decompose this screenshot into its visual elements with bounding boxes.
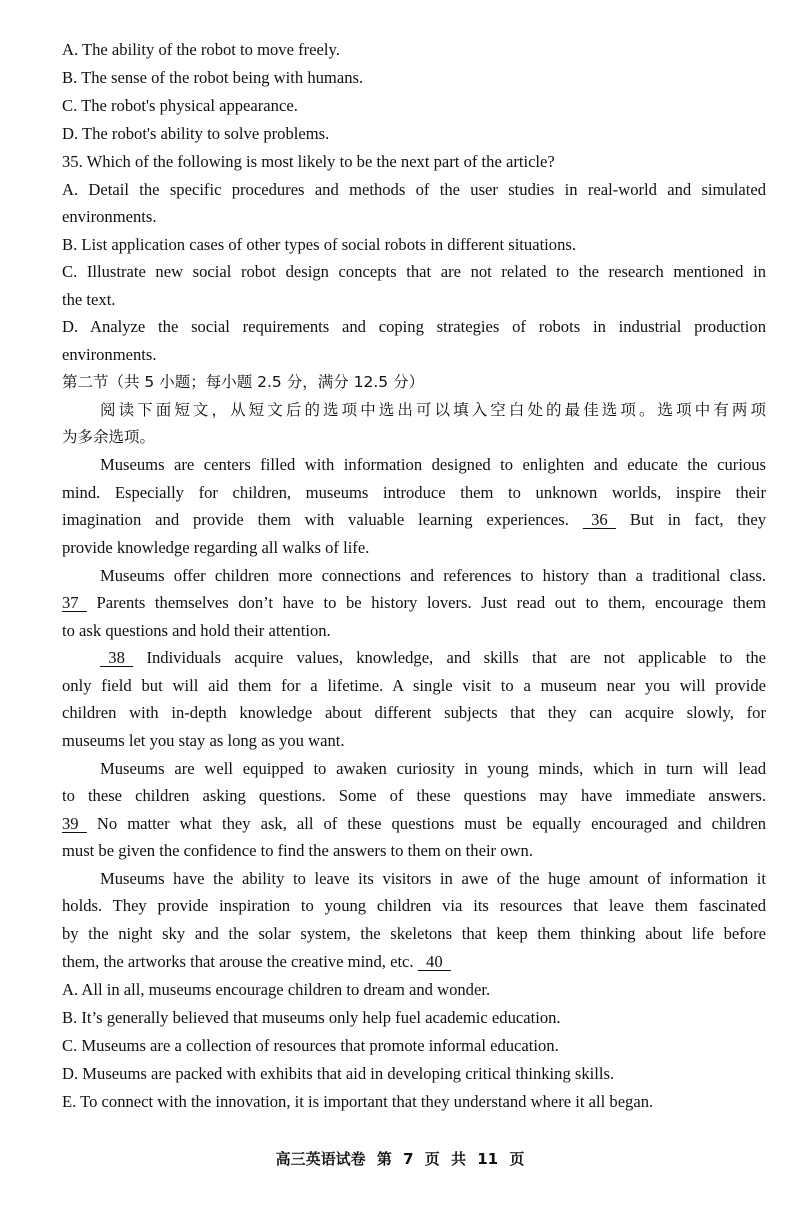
text-line: to these children asking questions. Some of these questions may have immediate answers. — [62, 786, 766, 805]
text-line: B. The sense of the robot being with humans. — [62, 68, 364, 87]
text-line — [62, 508, 766, 532]
text-line: environments. — [62, 207, 157, 226]
text-segment: Parents themselves don’t have to be history lovers. Just read out to them, encourage them — [86, 593, 766, 612]
text-line: E. To connect with the innovation, it is important that they understand where it all began. — [62, 1092, 654, 1111]
text-line: must be given the confidence to find the answers to them on their own. — [62, 841, 533, 860]
text-line: museums let you stay as long as you want. — [62, 731, 345, 750]
text-line: C. Illustrate new social robot design concepts that are not related to the research mentioned in — [62, 262, 766, 281]
text-line: D. Analyze the social requirements and coping strategies of robots in industrial production — [62, 317, 766, 336]
text-line: to ask questions and hold their attention. — [62, 621, 331, 640]
text-segment: But in fact, they — [615, 510, 766, 529]
answer-blank: 37 — [62, 593, 87, 612]
text-line: C. The robot's physical appearance. — [62, 96, 298, 115]
text-line: B. List application cases of other types of social robots in different situations. — [62, 235, 576, 254]
answer-blank: 39 — [62, 814, 87, 833]
text-line: by the night sky and the solar system, the skeletons that keep them thinking about life before — [62, 924, 766, 943]
text-line: A. Detail the specific procedures and methods of the user studies in real-world and simulated — [62, 180, 766, 199]
text-line — [62, 812, 766, 836]
text-line: B. It’s generally believed that museums only help fuel academic education. — [62, 1008, 561, 1027]
text-line: 35. Which of the following is most likely to be the next part of the article? — [62, 152, 555, 171]
text-line: environments. — [62, 345, 157, 364]
text-line: C. Museums are a collection of resources that promote informal education. — [62, 1036, 559, 1055]
page-footer: 高三英语试卷 第 7 页 共 11 页 — [275, 1150, 525, 1168]
answer-blank: 40 — [417, 952, 451, 971]
text-line: 第二节（共 5 小题；每小题 2.5 分，满分 12.5 分） — [62, 373, 425, 391]
text-line: mind. Especially for children, museums introduce them to unknown worlds, inspire their — [62, 483, 766, 502]
text-line: D. Museums are packed with exhibits that aid in developing critical thinking skills. — [62, 1064, 615, 1083]
text-line: A. All in all, museums encourage children to dream and wonder. — [62, 980, 491, 999]
text-line: D. The robot's ability to solve problems. — [62, 124, 330, 143]
text-line: holds. They provide inspiration to young children via its resources that leave them fascinated — [62, 896, 766, 915]
text-segment: No matter what they ask, all of these questions must be equally encouraged and children — [86, 814, 766, 833]
text-line: 阅读下面短文，从短文后的选项中选出可以填入空白处的最佳选项。选项中有两项 — [100, 401, 766, 419]
text-line: provide knowledge regarding all walks of life. — [62, 538, 370, 557]
answer-blank: 38 — [100, 648, 134, 667]
text-segment: imagination and provide them with valuable learning experiences. — [62, 510, 583, 529]
text-line: the text. — [62, 290, 116, 309]
text-line — [62, 591, 766, 615]
text-line: Museums are centers filled with information designed to enlighten and educate the curious — [100, 455, 766, 474]
text-line — [100, 646, 766, 670]
text-segment: Individuals acquire values, knowledge, and skills that are not applicable to the — [133, 648, 766, 667]
text-line: A. The ability of the robot to move freely. — [62, 40, 340, 59]
text-line: 为多余选项。 — [62, 428, 156, 446]
text-line: Museums are well equipped to awaken curiosity in young minds, which in turn will lead — [100, 759, 766, 778]
answer-blank: 36 — [582, 510, 616, 529]
text-line: only field but will aid them for a lifetime. A single visit to a museum near you will provide — [62, 676, 766, 695]
text-line: Museums offer children more connections and references to history than a traditional class. — [100, 566, 766, 585]
text-segment: them, the artworks that arouse the creative mind, etc. — [62, 952, 418, 971]
text-line: Museums have the ability to leave its visitors in awe of the huge amount of information it — [100, 869, 766, 888]
text-line — [62, 950, 766, 974]
text-line: children with in-depth knowledge about different subjects that they can acquire slowly, for — [62, 703, 766, 722]
